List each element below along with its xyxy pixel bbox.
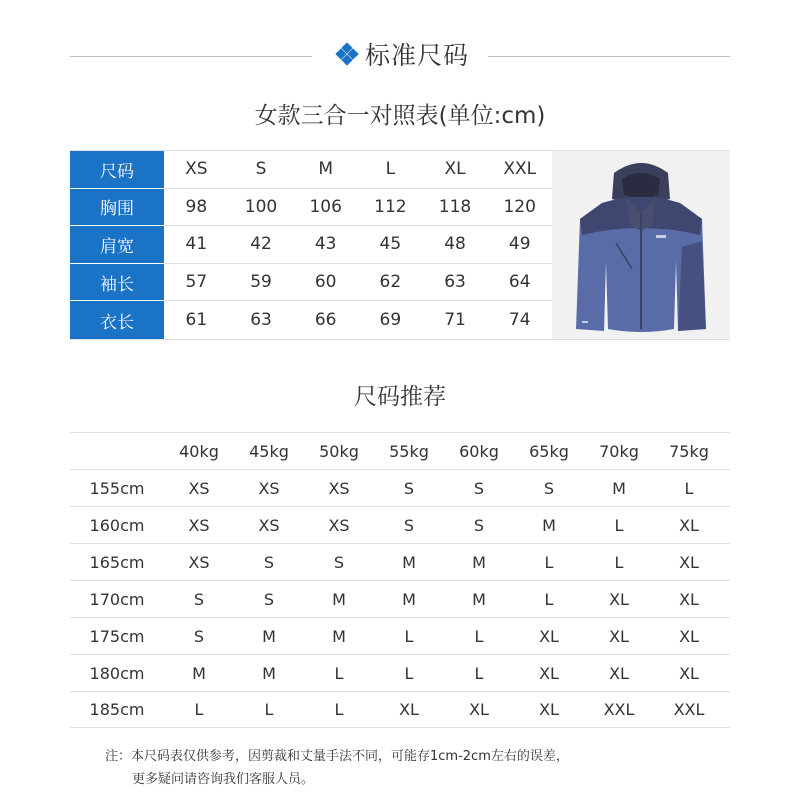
size-cell: XL bbox=[444, 159, 466, 180]
size-recommendation: L bbox=[614, 552, 624, 572]
size-recommendation: S bbox=[263, 552, 275, 572]
header-divider-right bbox=[488, 56, 730, 57]
size-recommendation: XL bbox=[469, 700, 489, 719]
height-label: 155cm bbox=[89, 478, 145, 498]
table-row bbox=[70, 506, 730, 543]
size-cell: 49 bbox=[508, 234, 531, 255]
size-cell: 63 bbox=[250, 310, 272, 331]
size-recommendation: M bbox=[332, 589, 346, 609]
size-recommendation: XL bbox=[539, 663, 559, 683]
weight-header: 60kg bbox=[459, 441, 499, 461]
size-cell: 106 bbox=[309, 196, 342, 217]
size-recommendation: XS bbox=[328, 515, 350, 535]
size-recommendation: XL bbox=[679, 552, 699, 572]
size-recommendation: XL bbox=[539, 626, 559, 646]
size-recommendation: S bbox=[473, 478, 485, 498]
height-label: 180cm bbox=[89, 663, 145, 683]
footnote-line-1: 注：本尺码表仅供参考，因剪裁和丈量手法不同，可能存1cm-2cm左右的误差， bbox=[105, 749, 569, 764]
size-cell: 43 bbox=[314, 234, 337, 255]
size-recommendation: L bbox=[334, 663, 344, 683]
recommend-corner bbox=[70, 433, 164, 469]
size-cell: 118 bbox=[438, 196, 472, 217]
size-cell: 48 bbox=[444, 234, 466, 255]
size-recommendation: S bbox=[263, 589, 275, 609]
size-cell: 66 bbox=[314, 310, 337, 331]
size-recommendation: S bbox=[473, 515, 485, 535]
size-cell: 64 bbox=[508, 272, 531, 293]
weight-header: 50kg bbox=[319, 441, 359, 461]
size-recommendation: XL bbox=[679, 626, 699, 646]
size-cell: 42 bbox=[250, 234, 272, 255]
size-recommendation: XS bbox=[328, 478, 350, 498]
size-recommendation: L bbox=[474, 626, 484, 646]
size-cell: 41 bbox=[185, 234, 208, 255]
jacket-icon bbox=[552, 151, 730, 339]
size-cell: 62 bbox=[379, 272, 402, 293]
size-recommendation: M bbox=[542, 515, 556, 535]
size-recommendation: XL bbox=[679, 515, 699, 535]
table-row bbox=[70, 617, 730, 654]
weight-header: 45kg bbox=[249, 441, 289, 461]
weight-header: 55kg bbox=[389, 441, 429, 461]
size-row bbox=[70, 226, 552, 264]
size-recommendation: M bbox=[262, 663, 276, 683]
size-recommendation: L bbox=[614, 515, 624, 535]
size-cell: 69 bbox=[379, 310, 402, 331]
size-recommendation: M bbox=[262, 626, 276, 646]
table-row bbox=[70, 469, 730, 506]
size-recommendation: S bbox=[193, 626, 205, 646]
size-recommendation: M bbox=[612, 478, 626, 498]
size-recommendation: M bbox=[192, 663, 206, 683]
height-label: 160cm bbox=[89, 515, 145, 535]
size-cell: S bbox=[255, 159, 267, 180]
size-recommendation: L bbox=[194, 700, 204, 719]
size-recommendation: XXL bbox=[673, 700, 705, 719]
size-recommendation: XS bbox=[258, 478, 280, 498]
size-recommendation: L bbox=[684, 478, 694, 498]
weight-header: 40kg bbox=[179, 441, 219, 461]
size-cell: 61 bbox=[185, 310, 208, 331]
size-cell: 60 bbox=[314, 272, 337, 293]
header-title: 标准尺码 bbox=[364, 41, 469, 70]
height-label: 165cm bbox=[89, 552, 145, 572]
size-cell: 45 bbox=[379, 234, 402, 255]
size-row-label: 肩宽 bbox=[70, 226, 164, 264]
size-recommendation: M bbox=[472, 589, 486, 609]
size-recommendation: L bbox=[404, 663, 414, 683]
size-recommendation: XL bbox=[679, 663, 699, 683]
size-table bbox=[70, 150, 730, 340]
size-recommendation: XS bbox=[188, 552, 210, 572]
size-row bbox=[70, 301, 552, 339]
weight-header: 70kg bbox=[599, 441, 639, 461]
size-table-title: 女款三合一对照表(单位:cm) bbox=[254, 103, 546, 129]
size-cell: 100 bbox=[244, 196, 278, 217]
height-label: 170cm bbox=[89, 589, 145, 609]
size-row-label: 衣长 bbox=[70, 301, 164, 339]
size-recommendation: L bbox=[544, 589, 554, 609]
size-row-label: 胸围 bbox=[70, 189, 164, 227]
size-row bbox=[70, 189, 552, 227]
size-cell: 59 bbox=[250, 272, 272, 293]
size-cell: 98 bbox=[185, 196, 208, 217]
size-recommendation: XL bbox=[609, 626, 629, 646]
size-recommendation: XL bbox=[609, 663, 629, 683]
size-cell: 74 bbox=[508, 310, 531, 331]
table-row bbox=[70, 691, 730, 728]
height-label: 175cm bbox=[89, 626, 145, 646]
size-recommendation: M bbox=[332, 626, 346, 646]
size-row bbox=[70, 151, 552, 189]
size-cell: 120 bbox=[503, 196, 536, 217]
header-divider-left bbox=[70, 56, 312, 57]
size-recommendation: XL bbox=[539, 700, 559, 719]
size-recommendation: L bbox=[544, 552, 554, 572]
size-row bbox=[70, 264, 552, 302]
recommend-table bbox=[70, 432, 730, 728]
size-cell: 71 bbox=[444, 310, 466, 331]
section-header bbox=[318, 34, 488, 74]
size-recommendation: XS bbox=[188, 515, 210, 535]
size-cell: L bbox=[385, 159, 396, 180]
size-recommendation: XS bbox=[188, 478, 210, 498]
size-recommendation: S bbox=[403, 515, 415, 535]
jacket-image bbox=[552, 151, 730, 339]
size-recommendation: L bbox=[334, 700, 344, 719]
table-row bbox=[70, 543, 730, 580]
size-recommendation: XL bbox=[679, 589, 699, 609]
size-recommendation: XL bbox=[609, 589, 629, 609]
size-cell: M bbox=[318, 159, 334, 180]
size-recommendation: M bbox=[402, 589, 416, 609]
weight-header: 75kg bbox=[669, 441, 709, 461]
size-cell: 57 bbox=[185, 272, 208, 293]
size-cell: 63 bbox=[444, 272, 466, 293]
table-row bbox=[70, 580, 730, 617]
size-recommendation: M bbox=[472, 552, 486, 572]
size-row-label: 袖长 bbox=[70, 264, 164, 302]
size-recommendation: L bbox=[474, 663, 484, 683]
size-cell: 112 bbox=[374, 196, 407, 217]
footnote-line-2: 更多疑问请咨询我们客服人员。 bbox=[132, 772, 315, 787]
size-recommendation: S bbox=[543, 478, 555, 498]
diamond-icon bbox=[337, 44, 357, 64]
size-recommendation: XXL bbox=[603, 700, 635, 719]
size-recommendation: S bbox=[193, 589, 205, 609]
size-row-label: 尺码 bbox=[70, 151, 164, 189]
height-label: 185cm bbox=[89, 700, 145, 719]
size-recommendation: XS bbox=[258, 515, 280, 535]
size-cell: XXL bbox=[503, 159, 537, 180]
size-recommendation: M bbox=[402, 552, 416, 572]
size-recommendation: XL bbox=[399, 700, 419, 719]
size-recommendation: S bbox=[403, 478, 415, 498]
weight-header: 65kg bbox=[529, 441, 569, 461]
table-row bbox=[70, 654, 730, 691]
size-cell: XS bbox=[185, 159, 208, 180]
recommend-table-title: 尺码推荐 bbox=[354, 384, 446, 410]
size-recommendation: L bbox=[404, 626, 414, 646]
size-recommendation: S bbox=[333, 552, 345, 572]
recommend-header-row bbox=[70, 432, 730, 469]
size-recommendation: L bbox=[264, 700, 274, 719]
